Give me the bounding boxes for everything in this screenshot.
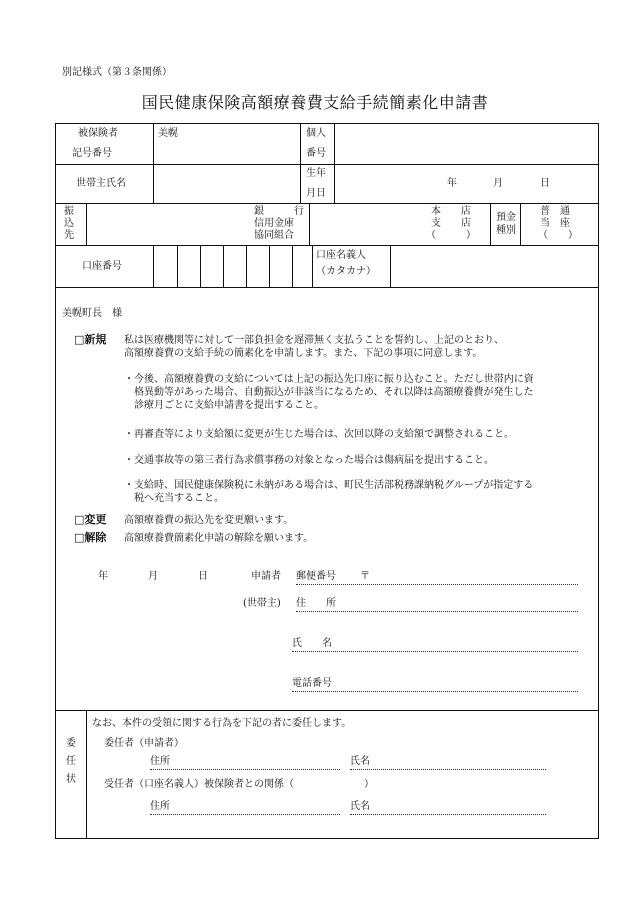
deposit-label-2: 種別 [496,225,516,236]
delegation-label-2: 任 [66,756,76,767]
name-line[interactable] [292,651,578,652]
account-holder-label-2: （カタカナ） [316,266,376,277]
credit-union-label: 信用金庫 [254,218,294,229]
birth-month-label: 月 [493,178,503,189]
delegatee-address-line[interactable] [150,814,340,815]
application-year-label: 年 [98,571,108,582]
application-day-label: 日 [198,571,208,582]
cancel-checkbox[interactable]: □解除 [74,531,107,544]
delegator-label: 委任者（申請者） [104,738,184,749]
postal-code-line[interactable] [296,584,578,585]
branch-other-label: （ ） [426,230,476,241]
account-number-field[interactable] [154,246,312,286]
cooperative-label: 協同組合 [254,230,294,241]
consent-item-1-line-3: 診療月ごとに支給申請書を提出すること。 [134,400,324,411]
delegatee-name-line[interactable] [350,814,546,815]
delegator-address-label: 住所 [150,756,170,767]
transfer-label-2: 込 [64,218,74,229]
delegator-name-line[interactable] [350,769,546,770]
postal-code-label: 郵便番号 [296,571,336,582]
new-checkbox[interactable]: □新規 [74,333,107,346]
delegation-intro: なお、本件の受領に関する行為を下記の者に委任します。 [92,718,352,729]
address-line[interactable] [296,611,578,612]
delegator-name-label: 氏名 [350,756,370,767]
phone-line[interactable] [292,691,578,692]
new-text-2: 高額療養費の支給手続の簡素化を申請します。また、下記の事項に同意します。 [124,348,483,359]
insured-label-1: 被保険者 [78,128,118,139]
bank-name-field[interactable] [87,204,255,244]
bank-type-label: 銀 行 [254,206,304,217]
cancel-text: 高額療養費簡素化申請の解除を願います。 [124,533,314,544]
ordinary-account-option[interactable]: 普 通 [540,206,570,217]
consent-item-1-line-2: 格異動等があった場合、自動振込が非該当になるため、それ以降は高額療養費が発生した [134,387,534,398]
name-label: 氏 名 [292,638,332,649]
application-month-label: 月 [148,571,158,582]
birth-label-2: 月日 [306,188,326,199]
branch-name-field[interactable] [310,204,428,244]
household-head-note: (世帯主) [243,598,281,609]
birth-year-label: 年 [447,178,457,189]
personal-number-label-2: 番号 [306,148,326,159]
new-text-1: 私は医療機関等に対して一部負担金を遅滞無く支払うことを誓約し、上記のとおり、 [124,335,504,346]
addressee: 美幌町長 様 [62,308,122,319]
personal-number-label-1: 個人 [306,128,326,139]
transfer-label-3: 先 [64,230,74,241]
form-reference: 別記様式（第３条関係） [62,67,172,78]
consent-item-1-line-1: ・今後、高額療養費の支給については上記の振込先口座に振り込むこと。ただし世帯内に資 [124,374,534,385]
delegation-label-1: 委 [66,738,76,749]
household-head-label: 世帯主氏名 [76,178,126,189]
branch-label: 支 店 [431,218,471,229]
address-label: 住 所 [296,598,336,609]
transfer-label-1: 振 [64,206,74,217]
delegatee-address-label: 住所 [150,801,170,812]
birth-label-1: 生年 [306,168,326,179]
household-head-name-field[interactable] [154,165,300,203]
delegatee-label: 受任者（口座名義人）被保険者との関係（ ） [104,779,374,790]
delegator-address-line[interactable] [150,769,340,770]
personal-number-field[interactable] [335,124,598,164]
other-account-option[interactable]: （ ） [538,230,578,241]
deposit-label-1: 預金 [496,212,516,223]
account-number-label: 口座番号 [82,261,122,272]
current-account-option[interactable]: 当 座 [540,218,570,229]
delegatee-name-label: 氏名 [350,801,370,812]
insured-label-2: 記号番号 [72,148,112,159]
insured-number-value[interactable]: 美幌 [158,128,178,139]
account-holder-field[interactable] [391,246,598,286]
main-branch-label: 本 店 [431,206,471,217]
account-holder-label-1: 口座名義人 [316,250,366,261]
page-title: 国民健康保険高額療養費支給手続簡素化申請書 [141,93,489,112]
change-text: 高額療養費の振込先を変更願います。 [124,515,294,526]
change-checkbox[interactable]: □変更 [74,513,107,526]
delegation-label-3: 状 [66,774,76,785]
consent-item-3: ・交通事故等の第三者行為求償事務の対象となった場合は傷病届を提出すること。 [124,455,494,466]
consent-item-2: ・再審査等により支給額に変更が生じた場合は、次回以降の支給額で調整されること。 [124,429,514,440]
postal-mark: 〒 [360,571,370,582]
phone-label: 電話番号 [292,678,332,689]
consent-item-4-line-2: 税へ充当すること。 [134,493,224,504]
birth-day-label: 日 [540,178,550,189]
consent-item-4-line-1: ・支給時、国民健康保険税に未納がある場合は、町民生活部税務課納税グループが指定する [124,480,534,491]
applicant-label: 申請者 [251,571,281,582]
